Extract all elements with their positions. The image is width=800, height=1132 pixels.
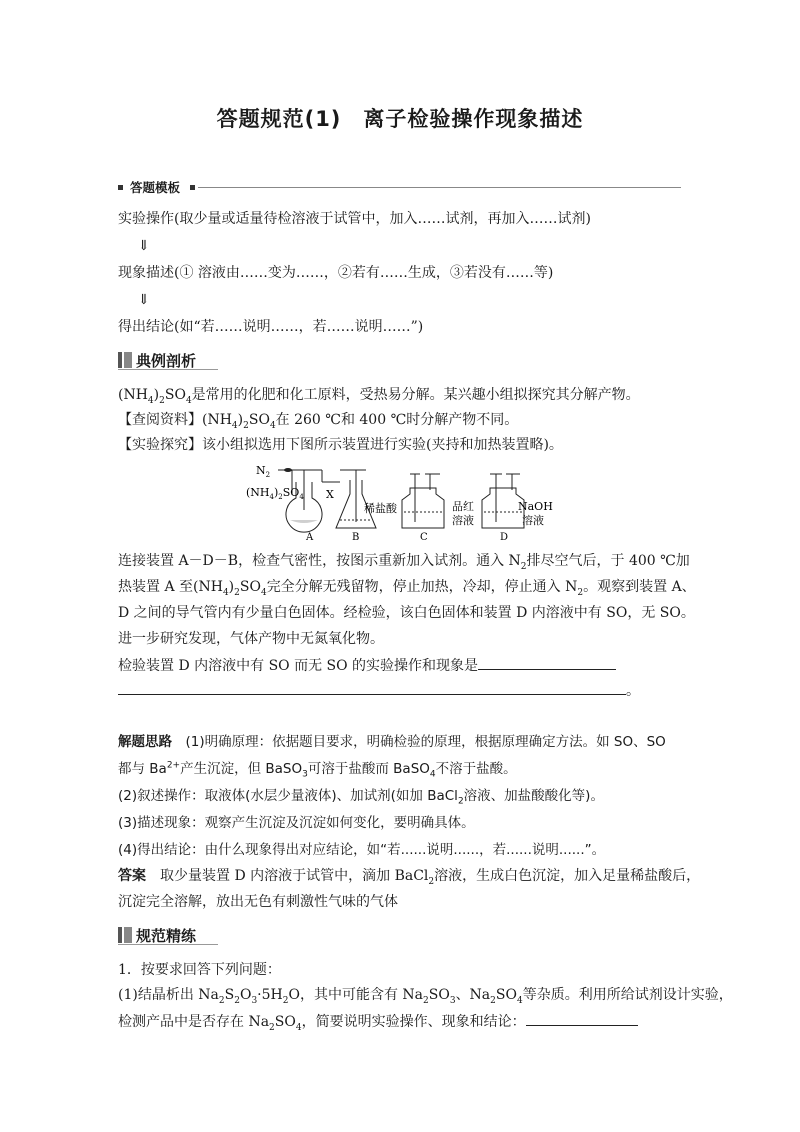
d-reagent-label-2: 溶液: [522, 514, 544, 527]
section-marker-icon: [118, 352, 122, 368]
x-label: X: [326, 488, 334, 501]
template-heading-label: 答题模板: [130, 180, 181, 195]
bottle-c: [402, 488, 444, 528]
apparatus-diagram: [240, 460, 570, 542]
practice-heading-label: 规范精练: [136, 927, 197, 945]
page-title: 答题规范(1) 离子检验操作现象描述: [216, 107, 584, 131]
heading-rule: [118, 944, 218, 945]
template-line-3: 得出结论(如“若……说明……，若……说明……”): [118, 319, 424, 335]
n2-label: $N_2$: [256, 464, 271, 479]
answer-blank[interactable]: [478, 655, 616, 670]
heading-rule: [198, 187, 681, 188]
example-intro: $(NH_4)_2SO_4$是常用的化肥和化工原料，受热易分解。某兴趣小组拟探究其分解产物。: [118, 387, 640, 406]
practice-question-1: 1．按要求回答下列问题：: [118, 962, 281, 978]
down-arrow-icon: ⇓: [138, 238, 150, 254]
analysis-line-5: (4)得出结论：由什么现象得出对应结论，如“若......说明......，若......说明......”。: [118, 842, 606, 858]
answer-line-1: 答案 取少量装置 D 内溶液于试管中，滴加 BaCl$_2$溶液，生成白色沉淀，加入足量稀盐酸后，: [118, 868, 701, 887]
section-marker-icon: [118, 927, 122, 943]
example-heading: [118, 350, 218, 370]
heading-bullet-icon: [118, 185, 123, 190]
answer-line-2: 沉淀完全溶解，放出无色有刺激性气味的气体: [118, 894, 398, 910]
label-b: B: [352, 532, 360, 542]
analysis-line-2: 都与 $Ba^{2+}$产生沉淀，但 BaSO$_3$可溶于盐酸而 BaSO$_4$不溶于盐酸。: [118, 760, 517, 780]
practice-question-1-1: (1)结晶析出 $Na_2S_2O_3\cdot 5H_2O$，其中可能含有 $Na_2SO_3$、$Na_2SO_4$等杂质。利用所给试剂设计实验，: [118, 987, 733, 1006]
answer-blank[interactable]: [118, 680, 626, 695]
c-reagent-label-1: 品红: [452, 500, 474, 513]
label-a: A: [306, 532, 314, 542]
practice-question-1-1-cont: 检测产品中是否存在 $Na_2SO_4$，简要说明实验操作、现象和结论：: [118, 1011, 638, 1032]
heading-rule: [118, 369, 218, 370]
analysis-line-3: (2)叙述操作：取液体(水层少量液体)、加试剂(如加 BaCl$_2$溶液、加盐酸酸化等)。: [118, 788, 604, 807]
c-reagent-label-2: 溶液: [452, 514, 474, 527]
analysis-line-1: 解题思路 (1)明确原理：依据题目要求，明确检验的原理，根据原理确定方法。如 SO、SO: [118, 734, 666, 750]
down-arrow-icon: ⇓: [138, 292, 150, 308]
analysis-line-4: (3)描述现象：观察产生沉淀及沉淀如何变化，要明确具体。: [118, 815, 475, 831]
heading-bullet-icon: [190, 185, 195, 190]
example-para-2: 热装置 A 至$(NH_4)_2SO_4$完全分解无残留物，停止加热，冷却，停止通入 $N_2$。观察到装置 A、: [118, 579, 696, 598]
example-para-1: 连接装置 A－D－B，检查气密性，按图示重新加入试剂。通入 $N_2$排尽空气后，于 400 ℃加: [118, 553, 690, 572]
example-para-3: D 之间的导气管内有少量白色固体。经检验，该白色固体和装置 D 内溶液中有 SO，无 SO。: [118, 605, 695, 621]
example-para-4: 进一步研究发现，气体产物中无氮氧化物。: [118, 631, 384, 647]
label-d: D: [500, 532, 509, 542]
template-line-2: 现象描述(① 溶液由……变为……，②若有……生成，③若没有……等): [118, 265, 554, 281]
flask-a-solid: [290, 520, 318, 523]
valve-icon: [284, 468, 292, 472]
example-question-cont: 。: [118, 680, 640, 701]
d-reagent-label-1: NaOH: [518, 500, 553, 513]
example-question: 检验装置 D 内溶液中有 SO 而无 SO 的实验操作和现象是: [118, 655, 616, 676]
practice-heading: [118, 925, 218, 945]
section-marker-icon: [124, 927, 132, 943]
reagent-label: $(NH_4)_2SO_4$: [246, 486, 304, 501]
example-reference: 【查阅资料】$(NH_4)_2SO_4$在 260 ℃和 400 ℃时分解产物不同。: [118, 412, 519, 431]
answer-blank[interactable]: [526, 1011, 638, 1026]
example-experiment: 【实验探究】该小组拟选用下图所示装置进行实验(夹持和加热装置略)。: [118, 437, 563, 453]
label-c: C: [420, 532, 428, 542]
template-line-1: 实验操作(取少量或适量待检溶液于试管中，加入……试剂，再加入……试剂): [118, 211, 591, 227]
example-heading-label: 典例剖析: [136, 352, 197, 370]
b-reagent-label: 稀盐酸: [364, 502, 397, 515]
section-marker-icon: [124, 352, 132, 368]
template-heading: [118, 178, 681, 198]
